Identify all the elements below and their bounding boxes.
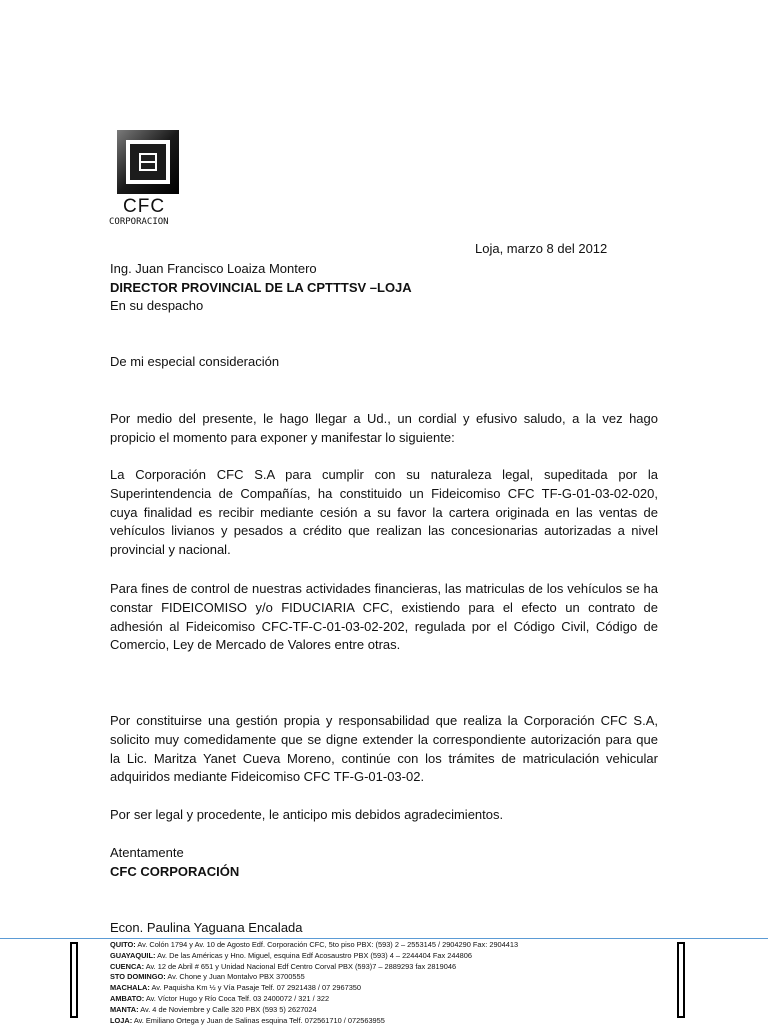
footer-address: Av. Chone y Juan Montalvo PBX 3700555 (165, 972, 305, 982)
paragraph: Por constituirse una gestión propia y responsabilidad que realiza la Corporación CFC S.A, solicito muy comedidamente que se digne extender la correspondiente autorización para que la Lic. Maritza Yanet Cueva Moreno, continúe con los trámites de matriculación vehicular adquiridos mediante Fideicomiso CFC TF-G-01-03-02. (110, 713, 658, 785)
logo-name: CFC (123, 196, 166, 217)
paragraph: Por medio del presente, le hago llegar a Ud., un cordial y efusivo saludo, a la vez hago propicio el momento para exponer y manifestar lo siguiente: (110, 411, 658, 445)
footer-bracket-right (677, 942, 685, 1018)
closing-regards: Atentamente (110, 845, 184, 860)
footer-line (110, 940, 670, 951)
footer-city: QUITO: (110, 940, 136, 949)
recipient-name: Ing. Juan Francisco Loaiza Montero (110, 261, 317, 276)
footer-line (110, 951, 670, 962)
footer-addresses (110, 940, 670, 1026)
footer-address: Av. Emiliano Ortega y Juan de Salinas esquina Telf. 072561710 / 072563955 (132, 1015, 385, 1025)
footer-address: Av. 4 de Noviembre y Calle 320 PBX (593 5) 2627024 (138, 1004, 317, 1014)
footer-line (110, 1005, 670, 1016)
footer-city: CUENCA: (110, 961, 145, 971)
closing-company: CFC CORPORACIÓN (110, 864, 240, 879)
footer-line (110, 962, 670, 973)
footer-address: Av. 12 de Abril # 651 y Unidad Nacional Edf Centro Corval PBX (593)7 – 2889293 fax 2819046 (144, 961, 457, 971)
footer-line (110, 983, 670, 994)
footer-city: MACHALA: (110, 983, 150, 993)
footer-divider (0, 938, 768, 939)
recipient-location: En su despacho (110, 298, 204, 313)
footer-address: Av. Colón 1794 y Av. 10 de Agosto Edf. Corporación CFC, 5to piso PBX: (593) 2 – 2553145 / 2904290 Fax: 2904413 (135, 940, 519, 949)
footer-address: Av. De las Américas y Hno. Miguel, esquina Edf Acosaustro PBX (593) 4 – 2244404 Fax 244806 (155, 950, 472, 960)
footer-city: STO DOMINGO: (110, 972, 166, 982)
recipient-block (110, 260, 412, 316)
footer-address: Av. Víctor Hugo y Río Coca Telf. 03 2400072 / 321 / 322 (144, 993, 330, 1003)
salutation: De mi especial consideración (110, 354, 280, 369)
footer-city: GUAYAQUIL: (110, 950, 156, 960)
logo-subtitle: CORPORACION (109, 217, 169, 227)
footer-bracket-left (70, 942, 78, 1018)
paragraph: La Corporación CFC S.A para cumplir con su naturaleza legal, supeditada por la Superintendencia de Compañías, ha constituido un Fideicomiso CFC TF-G-01-03-02-020, cuya finalidad es recibir mediante cesión a su favor la cartera originada en las ventas de vehículos livianos y pesados a crédito que realizan las concesionarias autorizadas a nivel provincial y nacional. (110, 467, 658, 558)
recipient-title: DIRECTOR PROVINCIAL DE LA CPTTTSV –LOJA (110, 279, 412, 295)
letter-date: Loja, marzo 8 del 2012 (475, 241, 608, 256)
paragraph: Por ser legal y procedente, le anticipo mis debidos agradecimientos. (110, 807, 504, 822)
paragraph: Para fines de control de nuestras actividades financieras, las matriculas de los vehículos se ha constar FIDEICOMISO y/o FIDUCIARIA CFC, existiendo para el efecto un contrato de adhesión al Fideicomiso CFC-TF-C-01-03-02-202, regulada por el Código Civil, Código de Comercio, Ley de Mercado de Valores entre otras. (110, 581, 658, 653)
footer-city: LOJA: (110, 1015, 133, 1025)
signer-name: Econ. Paulina Yaguana Encalada (110, 920, 303, 935)
footer-line (110, 1016, 670, 1026)
footer-city: MANTA: (110, 1004, 139, 1014)
footer-line (110, 994, 670, 1005)
cfc-logo (117, 130, 179, 194)
footer-city: AMBATO: (110, 993, 145, 1003)
footer-address: Av. Paquisha Km ½ y Vía Pasaje Telf. 07 2921438 / 07 2967350 (149, 983, 362, 993)
footer-line (110, 972, 670, 983)
